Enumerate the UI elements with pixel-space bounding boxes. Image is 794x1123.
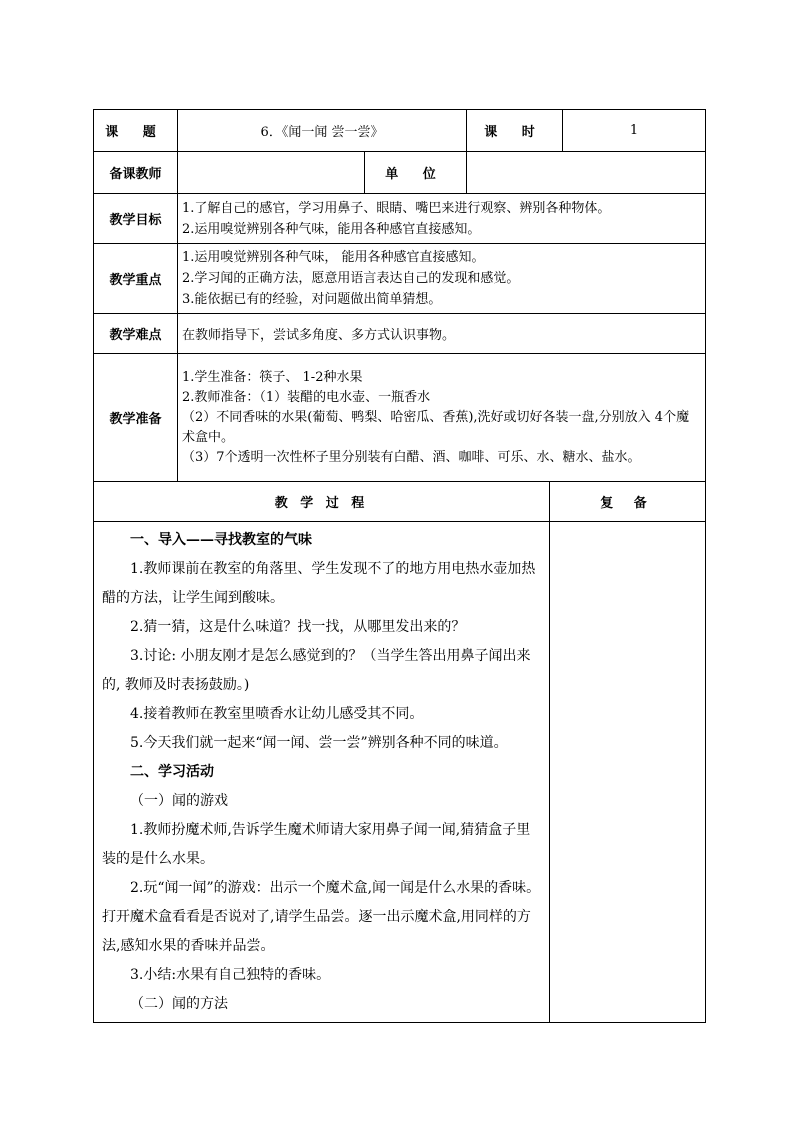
preparation-line: （2）不同香味的水果(葡萄、鸭梨、哈密瓜、香蕉),洗好或切好各装一盘,分别放入 4个魔术盒中。 <box>182 409 690 445</box>
goals-line: 2.运用嗅觉辨别各种气味，能用各种感官直接感知。 <box>182 221 481 237</box>
row-key-points <box>94 244 706 314</box>
section-1-title: 一、导入——寻找教室的气味 <box>130 532 312 548</box>
subsection-1-item: 3.小结:水果有自己独特的香味。 <box>130 967 331 983</box>
preparation-line: 2.教师准备：（1）装醋的电水壶、一瓶香水 <box>182 389 431 405</box>
teacher-value <box>178 152 365 194</box>
review-content <box>550 522 706 1023</box>
topic-value: 6．《闻一闻 尝一尝》 <box>178 110 467 152</box>
goals-line: 1.了解自己的感官，学习用鼻子、眼睛、嘴巴来进行观察、辨别各种物体。 <box>182 200 611 216</box>
key-point-line: 3.能依据已有的经验，对问题做出简单猜想。 <box>182 292 442 307</box>
teacher-label: 备课教师 <box>94 152 178 194</box>
subsection-1-item: 2.玩“闻一闻”的游戏：出示一个魔术盒,闻一闻是什么水果的香味。打开魔术盒看看是否说对了,请学生品尝。逐一出示魔术盒,用同样的方法,感知水果的香味并品尝。 <box>102 880 541 954</box>
row-process-header <box>94 482 706 522</box>
section-1-item: 1.教师课前在教室的角落里、学生发现不了的地方用电热水壶加热醋的方法，让学生闻到酸味。 <box>102 561 536 606</box>
difficulties-label: 教学难点 <box>94 314 178 354</box>
subsection-1-title: （一）闻的游戏 <box>130 793 228 809</box>
preparation-line: 1.学生准备：筷子、 1-2种水果 <box>182 369 363 385</box>
process-content <box>94 522 550 1023</box>
section-1-item: 3.讨论: 小朋友刚才是怎么感觉到的？（当学生答出用鼻子闻出来的, 教师及时表扬鼓励。) <box>102 648 531 693</box>
section-1-item: 5.今天我们就一起来“闻一闻、尝一尝”辨别各种不同的味道。 <box>130 735 508 751</box>
period-label: 课 时 <box>467 110 563 152</box>
key-points-content <box>178 244 706 314</box>
goals-label: 教学目标 <box>94 194 178 244</box>
key-point-line: 2.学习闻的正确方法，愿意用语言表达自己的发现和感觉。 <box>182 271 520 286</box>
row-topic <box>94 110 706 152</box>
lesson-plan-table <box>93 109 706 1023</box>
row-teacher <box>94 152 706 194</box>
difficulties-content: 在教师指导下，尝试多角度、多方式认识事物。 <box>178 314 706 354</box>
unit-value <box>467 152 706 194</box>
goals-content <box>178 194 706 244</box>
row-goals <box>94 194 706 244</box>
preparation-content <box>178 354 706 482</box>
topic-label: 课 题 <box>94 110 178 152</box>
review-label: 复 备 <box>550 482 706 522</box>
row-difficulties <box>94 314 706 354</box>
row-preparation <box>94 354 706 482</box>
section-1-item: 2.猜一猜，这是什么味道？找一找，从哪里发出来的？ <box>130 619 466 635</box>
preparation-label: 教学准备 <box>94 354 178 482</box>
subsection-2-title: （二）闻的方法 <box>130 996 228 1012</box>
subsection-1-item: 1.教师扮魔术师,告诉学生魔术师请大家用鼻子闻一闻,猜猜盒子里装的是什么水果。 <box>102 822 531 867</box>
process-label: 教 学 过 程 <box>94 482 550 522</box>
period-value: 1 <box>563 110 706 152</box>
key-points-label: 教学重点 <box>94 244 178 314</box>
key-point-line: 1.运用嗅觉辨别各种气味， 能用各种感官直接感知。 <box>182 250 485 265</box>
section-1-item: 4.接着教师在教室里喷香水让幼儿感受其不同。 <box>130 706 424 722</box>
unit-label: 单 位 <box>365 152 467 194</box>
section-2-title: 二、学习活动 <box>130 764 214 780</box>
preparation-line: （3）7个透明一次性杯子里分别装有白醋、酒、咖啡、可乐、水、糖水、盐水。 <box>182 449 641 465</box>
row-process-body <box>94 522 706 1023</box>
